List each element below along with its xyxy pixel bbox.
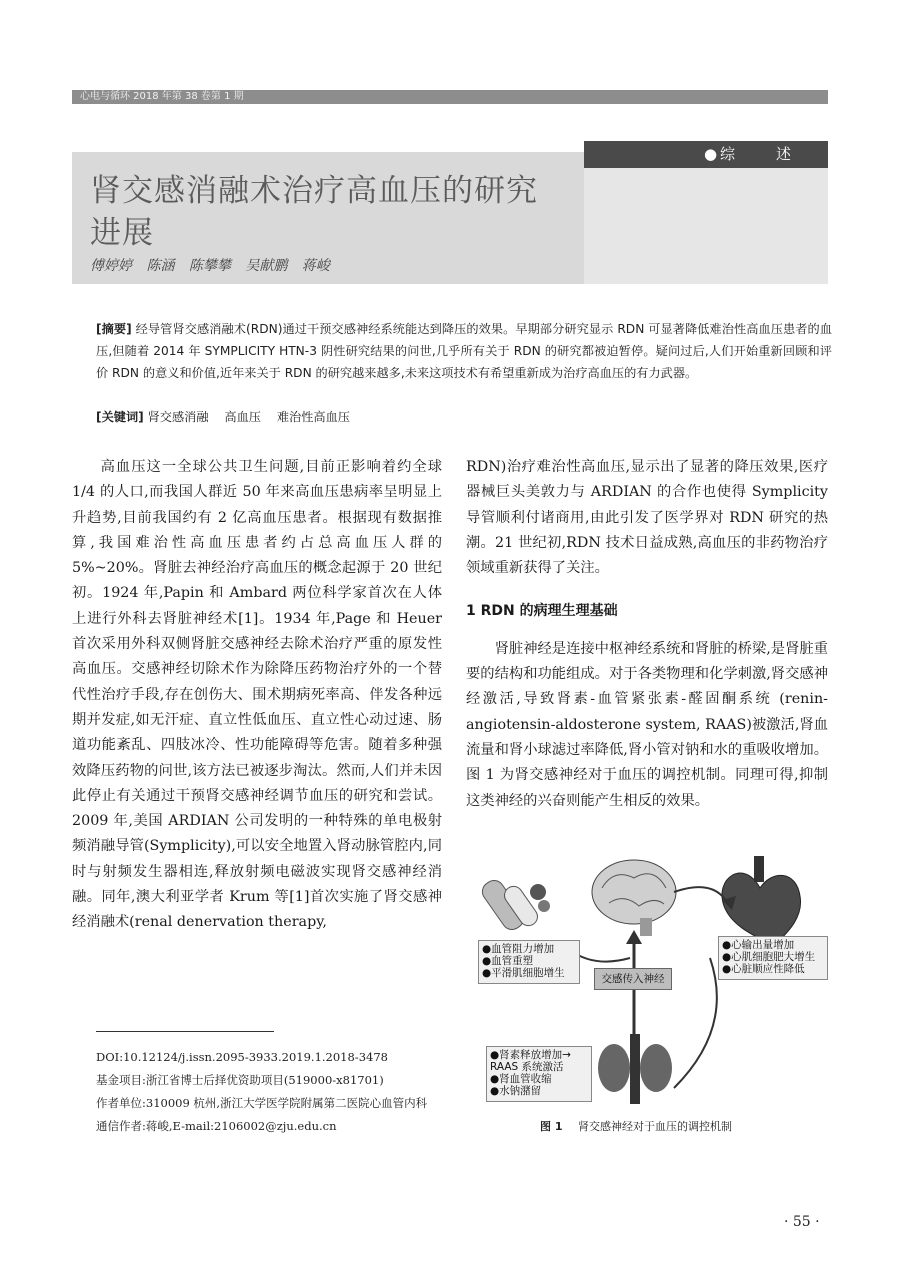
figure-caption	[540, 1118, 732, 1134]
article-title-line1: 肾交感消融术治疗高血压的研究	[90, 173, 538, 209]
keywords	[96, 406, 362, 428]
kidney-effect: ●肾血管收缩	[490, 1073, 552, 1085]
footnote-doi: DOI:10.12124/j.issn.2095-3933.2019.1.2018-3478	[96, 1050, 388, 1064]
abstract-text: 经导管肾交感消融术(RDN)通过干预交感神经系统能达到降压的效果。早期部分研究显示 RDN 可显著降低难治性高血压患者的血压,但随着 2014 年 SYMPLICITY HTN-3 阴性研究结果的问世,几乎所有关于 RDN 的研究都被迫暂停。疑问过后,人们开始重新回顾和评价 RDN 的意义和价值,近年来关于 RDN 的研究越来越多,未来这项技术有希望重新成为治疗高血压的有力武器。	[96, 322, 833, 380]
heart-effect: ●心肌细胞肥大增生	[722, 951, 816, 963]
abstract-label: [摘要]	[96, 322, 132, 336]
footnote-affiliation: 作者单位:310009 杭州,浙江大学医学院附属第二医院心血管内科	[96, 1096, 428, 1110]
abstract	[96, 318, 832, 384]
article-title	[90, 170, 560, 254]
arrow-right-icon	[674, 887, 728, 904]
title-background-extension	[584, 168, 828, 284]
vessel-effect: ●平滑肌细胞增生	[482, 967, 565, 979]
afferent-nerve-label: 交感传入神经	[594, 968, 672, 990]
vessel-effect: ●血管重塑	[482, 955, 534, 967]
body-right-column	[466, 455, 828, 814]
section-tag	[584, 141, 828, 168]
article-authors: 傅婷婷 陈涵 陈攀攀 吴献鹏 蒋峻	[90, 258, 330, 274]
heart-effect: ●心脏顺应性降低	[722, 963, 805, 975]
heart-effect: ●心输出量增加	[722, 939, 795, 951]
arrow-head-icon	[626, 930, 642, 944]
page-number: · 55 ·	[784, 1214, 820, 1230]
kidney-effect: ●水钠潴留	[490, 1085, 542, 1097]
article-title-line2: 进展	[90, 215, 154, 251]
figure-1	[474, 848, 830, 1110]
section-label-2: 述	[776, 145, 792, 163]
keyword: 高血压	[224, 410, 261, 424]
journal-header-bar	[72, 90, 828, 104]
blood-vessel-icon	[479, 877, 550, 934]
body-paragraph: 高血压这一全球公共卫生问题,目前正影响着约全球 1/4 的人口,而我国人群近 50 年来高血压患病率呈明显上升趋势,目前我国约有 2 亿高血压患者。根据现有数据推算,我国难治性高血压患者约占总高血压人群的 5%~20%。肾脏去神经治疗高血压的概念起源于 20 世纪初。1924 年,Papin 和 Ambard 两位科学家首次在人体上进行外科去肾脏神经术[1]。1934 年,Page 和 Heuer 首次采用外科双侧肾脏交感神经去除术治疗严重的原发性高血压。交感神经切除术作为除降压药物治疗外的一个替代性治疗手段,存在创伤大、围术期病死率高、伴发各种远期并发症,如无汗症、直立性低血压、直立性心动过速、肠道功能紊乱、四肢冰冷、性功能障碍等危害。随着多种强效降压药物的问世,该方法已被逐步淘汰。然而,人们并未因此停止有关通过干预肾交感神经调节血压的研究和尝试。2009 年,美国 ARDIAN 公司发明的一种特殊的单电极射频消融导管(Symplicity),可以安全地置入肾动脉管腔内,同时与射频发生器相连,释放射频电磁波实现肾交感神经消融。同年,澳大利亚学者 Krum 等[1]首次实施了肾交感神经消融术(renal denervation therapy,	[72, 459, 442, 931]
body-paragraph: 肾脏神经是连接中枢神经系统和肾脏的桥梁,是肾脏重要的结构和功能组成。对于各类物理和化学刺激,肾交感神经激活,导致肾素-血管紧张素-醛固酮系统 (renin-angiotensin-aldosterone system, RAAS)被激活,肾血流量和肾小球滤过率降低,肾小管对钠和水的重吸收增加。图 1 为肾交感神经对于血压的调控机制。同理可得,抑制这类神经的兴奋则能产生相反的效果。	[466, 640, 828, 809]
footnotes	[96, 1046, 446, 1138]
body-paragraph: RDN)治疗难治性高血压,显示出了显著的降压效果,医疗器械巨头美敦力与 ARDIAN 的合作也使得 Symplicity 导管顺利付诸商用,由此引发了医学界对 RDN 研究的热潮。21 世纪初,RDN 技术日益成熟,高血压的非药物治疗领域重新获得了关注。	[466, 459, 828, 577]
keyword: 肾交感消融	[147, 410, 209, 424]
keywords-label: [关键词]	[96, 410, 144, 424]
vessel-effect: ●血管阻力增加	[482, 943, 555, 955]
section-heading: 1 RDN 的病理生理基础	[466, 603, 618, 620]
footnote-fund: 基金项目:浙江省博士后择优资助项目(519000-x81701)	[96, 1073, 384, 1087]
brain-icon	[592, 860, 676, 936]
kidney-icon	[598, 1034, 672, 1104]
footnote-divider	[96, 1031, 274, 1032]
kidney-effect: RAAS 系统激活	[490, 1061, 564, 1073]
keyword: 难治性高血压	[276, 410, 350, 424]
section-bullet-icon: ●	[704, 145, 718, 163]
kidney-effect: ●肾素释放增加→	[490, 1049, 571, 1061]
figure-caption-number: 图 1	[540, 1120, 563, 1133]
body-left-column	[72, 455, 442, 936]
journal-issue-line: 心电与循环 2018 年第 38 卷第 1 期	[80, 91, 244, 102]
footnote-corresponding-author: 通信作者:蒋峻,E-mail:2106002@zju.edu.cn	[96, 1119, 337, 1133]
arrow-curve-icon	[674, 958, 717, 1088]
section-label-1: 综	[720, 145, 736, 163]
figure-caption-text: 肾交感神经对于血压的调控机制	[577, 1120, 732, 1133]
